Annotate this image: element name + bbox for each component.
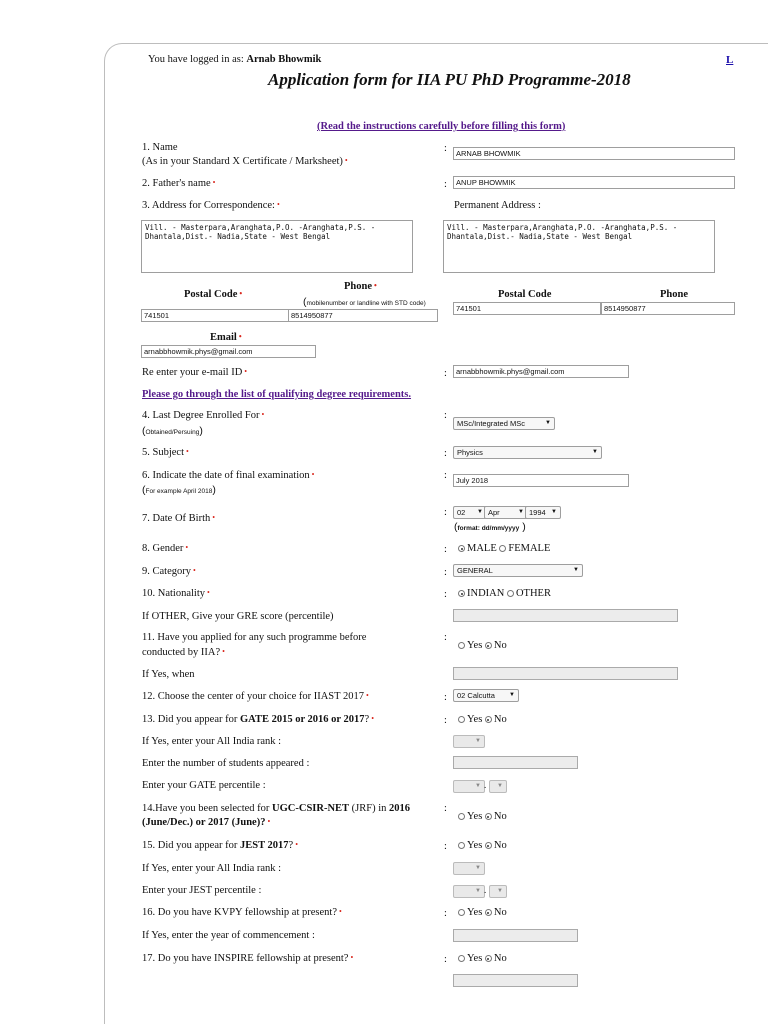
reenter-email-input[interactable]: arnabbhowmik.phys@gmail.com xyxy=(453,365,629,378)
gate-students-label: Enter the number of students appeared : xyxy=(142,758,310,769)
colon: : xyxy=(444,954,447,965)
chevron-down-icon: ▼ xyxy=(475,738,481,744)
chevron-down-icon: ▼ xyxy=(509,692,515,698)
postal-code-label-text: Postal Code xyxy=(184,289,238,300)
paren: ) xyxy=(212,484,216,496)
colon: : xyxy=(444,715,447,726)
subject-label xyxy=(142,447,189,458)
net-label-2 xyxy=(142,817,270,828)
paren: ( xyxy=(142,425,146,437)
chevron-down-icon: ▼ xyxy=(497,888,503,894)
chevron-down-icon: ▼ xyxy=(477,509,483,515)
center-label xyxy=(142,691,369,702)
perm-phone-input[interactable]: 8514950877 xyxy=(601,302,735,315)
net-label-mid: (JRF) in xyxy=(349,803,390,814)
yes-label: Yes xyxy=(467,953,483,964)
chevron-down-icon: ▼ xyxy=(497,783,503,789)
required-marker: • xyxy=(222,647,225,656)
gender-female-radio[interactable] xyxy=(499,545,506,552)
required-marker: • xyxy=(261,410,265,419)
final-exam-label xyxy=(142,470,314,481)
phone-label-text: Phone xyxy=(344,281,373,292)
colon: : xyxy=(444,567,447,578)
gre-label: If OTHER, Give your GRE score (percentile) xyxy=(142,611,334,622)
father-name-label xyxy=(142,178,215,189)
kvpy-no-radio[interactable] xyxy=(485,909,492,916)
colon: : xyxy=(444,841,447,852)
required-marker: • xyxy=(344,156,348,165)
dob-month-select[interactable] xyxy=(484,506,528,519)
gate-label-pre: 13. Did you appear for xyxy=(142,714,240,725)
dob-label-text: 7. Date Of Birth xyxy=(142,513,211,524)
applied-before-yes-radio[interactable] xyxy=(458,642,465,649)
father-name-label-text: 2. Father's name xyxy=(142,178,211,189)
required-marker: • xyxy=(207,588,210,597)
gate-students-input[interactable] xyxy=(453,756,578,769)
gate-label-post: ? xyxy=(364,714,370,725)
login-prefix: You have logged in as: xyxy=(148,54,244,65)
chevron-down-icon: ▼ xyxy=(545,420,551,426)
net-label-bold2: 2016 xyxy=(389,803,411,814)
gate-percentile-int-select[interactable] xyxy=(453,780,485,793)
required-marker: • xyxy=(267,817,271,826)
if-yes-when-input[interactable] xyxy=(453,667,678,680)
colon: : xyxy=(444,179,447,190)
center-select[interactable] xyxy=(453,689,519,702)
last-degree-select[interactable] xyxy=(453,417,555,430)
colon: : xyxy=(444,908,447,919)
address-label-text: 3. Address for Correspondence: xyxy=(142,200,275,211)
jest-label xyxy=(142,840,298,851)
nationality-indian-label: INDIAN xyxy=(467,588,505,599)
net-label-pre: 14.Have you been selected for xyxy=(142,803,273,814)
dob-year-value: 1994 xyxy=(529,508,546,517)
kvpy-label xyxy=(142,907,342,918)
colon: : xyxy=(444,544,447,555)
dob-year-select[interactable] xyxy=(525,506,561,519)
gate-rank-label: If Yes, enter your All India rank : xyxy=(142,736,282,747)
required-marker: • xyxy=(239,289,243,298)
address-label xyxy=(142,200,280,211)
required-marker: • xyxy=(238,332,242,341)
required-marker: • xyxy=(295,840,299,849)
colon: : xyxy=(444,692,447,703)
last-degree-note xyxy=(142,425,203,437)
final-exam-label-text: 6. Indicate the date of final examination xyxy=(142,470,310,481)
required-marker: • xyxy=(212,513,216,522)
kvpy-label-text: 16. Do you have KVPY fellowship at present? xyxy=(142,907,337,918)
subject-select[interactable] xyxy=(453,446,602,459)
net-radio-group xyxy=(458,811,507,822)
last-degree-note-text: Obtained/Persuing xyxy=(145,429,200,436)
inspire-no-radio[interactable] xyxy=(485,955,492,962)
nationality-other-label: OTHER xyxy=(515,588,551,599)
paren: ( xyxy=(454,521,458,533)
jest-rank-label: If Yes, enter your All India rank : xyxy=(142,863,282,874)
phone-note xyxy=(303,296,426,308)
gender-male-label: MALE xyxy=(467,543,497,554)
correspondence-address-textarea[interactable]: Vill. - Masterpara,Aranghata,P.O. -Aranghata,P.S. - Dhantala,Dist.- Nadia,State - West Bengal xyxy=(141,220,413,273)
yes-label: Yes xyxy=(467,714,483,725)
no-label: No xyxy=(493,907,507,918)
no-label: No xyxy=(493,953,507,964)
phone-note-text: mobilenumber or landline with STD code xyxy=(306,300,424,307)
required-marker: • xyxy=(366,691,369,700)
applied-before-label-2-text: conducted by IIA? xyxy=(142,647,221,658)
colon: : xyxy=(444,470,447,481)
jest-label-post: ? xyxy=(288,840,294,851)
nationality-other-radio[interactable] xyxy=(507,590,514,597)
gender-label-text: 8. Gender xyxy=(142,543,184,554)
jest-percentile-int-select[interactable] xyxy=(453,885,485,898)
center-label-text: 12. Choose the center of your choice for IIAST 2017 xyxy=(142,691,364,702)
category-label xyxy=(142,566,196,577)
colon: : xyxy=(444,143,447,154)
gate-label-bold: GATE 2015 or 2016 or 2017 xyxy=(239,714,365,725)
no-label: No xyxy=(493,714,507,725)
name-sublabel xyxy=(142,156,348,167)
login-status xyxy=(148,54,321,65)
inspire-label xyxy=(142,953,353,964)
applied-before-radio-group xyxy=(458,640,507,651)
phone-label xyxy=(344,281,377,292)
name-label: 1. Name xyxy=(142,142,178,153)
decimal-point: . xyxy=(484,885,487,895)
gate-yes-radio[interactable] xyxy=(458,716,465,723)
jest-percentile-dec-select[interactable] xyxy=(489,885,507,898)
paren: ( xyxy=(303,296,307,308)
postal-code-input[interactable]: 741501 xyxy=(141,309,289,322)
name-input[interactable]: ARNAB BHOWMIK xyxy=(453,147,735,160)
gender-radio-group xyxy=(458,543,550,554)
chevron-down-icon: ▼ xyxy=(475,783,481,789)
required-marker: • xyxy=(276,200,280,209)
yes-label: Yes xyxy=(467,840,483,851)
kvpy-year-label: If Yes, enter the year of commencement : xyxy=(142,930,315,941)
category-label-text: 9. Category xyxy=(142,566,191,577)
required-marker: • xyxy=(339,907,342,916)
net-label-bold1: UGC-CSIR-NET xyxy=(272,803,350,814)
phone-input[interactable]: 8514950877 xyxy=(288,309,438,322)
dob-day-select[interactable] xyxy=(453,506,487,519)
net-no-radio[interactable] xyxy=(485,813,492,820)
category-select[interactable] xyxy=(453,564,583,577)
chevron-down-icon: ▼ xyxy=(573,567,579,573)
required-marker: • xyxy=(374,281,377,290)
nationality-label-text: 10. Nationality xyxy=(142,588,205,599)
gender-label xyxy=(142,543,188,554)
last-degree-value: MSc/Integrated MSc xyxy=(457,419,525,428)
inspire-yes-radio[interactable] xyxy=(458,955,465,962)
permanent-address-textarea[interactable]: Vill. - Masterpara,Aranghata,P.O. -Aranghata,P.S. - Dhantala,Dist.- Nadia,State - West Bengal xyxy=(443,220,715,273)
category-value: GENERAL xyxy=(457,566,493,575)
colon: : xyxy=(444,448,447,459)
applied-before-label-1: 11. Have you applied for any such programme before xyxy=(142,632,367,643)
last-degree-label-text: 4. Last Degree Enrolled For xyxy=(142,410,260,421)
chevron-down-icon: ▼ xyxy=(551,509,557,515)
gate-percentile-label: Enter your GATE percentile : xyxy=(142,780,266,791)
gender-female-label: FEMALE xyxy=(508,543,551,554)
no-label: No xyxy=(493,840,507,851)
colon: : xyxy=(444,803,447,814)
dob-month-value: Apr xyxy=(488,508,500,517)
applied-before-label-2 xyxy=(142,647,225,658)
email-label xyxy=(210,332,242,343)
colon: : xyxy=(444,368,447,379)
chevron-down-icon: ▼ xyxy=(475,888,481,894)
nationality-radio-group xyxy=(458,588,551,599)
yes-label: Yes xyxy=(467,640,483,651)
reenter-email-label-text: Re enter your e-mail ID xyxy=(142,367,243,378)
paren: ) xyxy=(423,300,426,307)
inspire-label-text: 17. Do you have INSPIRE fellowship at present? xyxy=(142,953,349,964)
no-label: No xyxy=(493,640,507,651)
final-exam-note-text: For example April 2018 xyxy=(145,488,213,495)
required-marker: • xyxy=(350,953,354,962)
subject-label-text: 5. Subject xyxy=(142,447,184,458)
gender-male-radio[interactable] xyxy=(458,545,465,552)
net-label-1 xyxy=(142,803,410,814)
chevron-down-icon: ▼ xyxy=(518,509,524,515)
inspire-radio-group xyxy=(458,953,507,964)
gre-input[interactable] xyxy=(453,609,678,622)
jest-percentile-label: Enter your JEST percentile : xyxy=(142,885,262,896)
if-yes-when-label: If Yes, when xyxy=(142,669,195,680)
subject-value: Physics xyxy=(457,448,483,457)
yes-label: Yes xyxy=(467,907,483,918)
yes-label: Yes xyxy=(467,811,483,822)
qualifying-degree-link[interactable]: Please go through the list of qualifying degree requirements. xyxy=(142,389,412,400)
dob-format-text: format: dd/mm/yyyy xyxy=(457,525,520,532)
kvpy-yes-radio[interactable] xyxy=(458,909,465,916)
reenter-email-label xyxy=(142,367,247,378)
final-exam-input[interactable]: July 2018 xyxy=(453,474,629,487)
gate-percentile-dec-select[interactable] xyxy=(489,780,507,793)
required-marker: • xyxy=(371,714,375,723)
dob-label xyxy=(142,513,215,524)
decimal-point: . xyxy=(484,780,487,790)
page-title: Application form for IIA PU PhD Programme-2018 xyxy=(268,70,631,89)
postal-code-label xyxy=(184,289,242,300)
father-name-input[interactable]: ANUP BHOWMIK xyxy=(453,176,735,189)
jest-label-pre: 15. Did you appear for xyxy=(142,840,240,851)
inspire-year-input[interactable] xyxy=(453,974,578,987)
perm-postal-code-label: Postal Code xyxy=(498,289,552,300)
gate-rank-select[interactable] xyxy=(453,735,485,748)
name-sublabel-text: (As in your Standard X Certificate / Marksheet) xyxy=(142,156,343,167)
required-marker: • xyxy=(212,178,216,187)
jest-radio-group xyxy=(458,840,507,851)
gate-label xyxy=(142,714,374,725)
nationality-indian-radio[interactable] xyxy=(458,590,465,597)
final-exam-note xyxy=(142,484,216,496)
email-input[interactable]: arnabbhowmik.phys@gmail.com xyxy=(141,345,316,358)
net-label-line2: (June/Dec.) or 2017 (June)? xyxy=(142,817,266,828)
jest-no-radio[interactable] xyxy=(485,842,492,849)
required-marker: • xyxy=(185,543,189,552)
required-marker: • xyxy=(311,470,315,479)
applied-before-no-radio[interactable] xyxy=(485,642,492,649)
required-marker: • xyxy=(186,447,189,456)
chevron-down-icon: ▼ xyxy=(475,865,481,871)
chevron-down-icon: ▼ xyxy=(592,449,598,455)
dob-format-note xyxy=(454,521,526,533)
last-degree-label xyxy=(142,410,264,421)
page-frame xyxy=(104,43,768,1024)
colon: : xyxy=(444,507,447,518)
required-marker: • xyxy=(193,566,196,575)
kvpy-year-input[interactable] xyxy=(453,929,578,942)
perm-phone-label: Phone xyxy=(660,289,689,300)
no-label: No xyxy=(493,811,507,822)
gate-no-radio[interactable] xyxy=(485,716,492,723)
perm-postal-code-input[interactable]: 741501 xyxy=(453,302,601,315)
jest-label-bold: JEST 2017 xyxy=(239,840,289,851)
dob-day-value: 02 xyxy=(457,508,466,517)
instructions-link[interactable]: (Read the instructions carefully before filling this form) xyxy=(317,121,566,132)
colon: : xyxy=(444,632,447,643)
colon: : xyxy=(444,589,447,600)
required-marker: • xyxy=(244,367,248,376)
jest-yes-radio[interactable] xyxy=(458,842,465,849)
colon: : xyxy=(444,410,447,421)
gate-radio-group xyxy=(458,714,507,725)
user-name: Arnab Bhowmik xyxy=(246,54,322,65)
jest-rank-select[interactable] xyxy=(453,862,485,875)
net-yes-radio[interactable] xyxy=(458,813,465,820)
kvpy-radio-group xyxy=(458,907,507,918)
paren: ( xyxy=(142,484,146,496)
nationality-label xyxy=(142,588,210,599)
paren: ) xyxy=(199,425,203,437)
paren: ) xyxy=(522,521,526,533)
center-value: 02 Calcutta xyxy=(457,691,495,700)
logout-link[interactable]: L xyxy=(726,54,734,66)
permanent-address-label: Permanent Address : xyxy=(454,200,541,211)
email-label-text: Email xyxy=(210,332,237,343)
